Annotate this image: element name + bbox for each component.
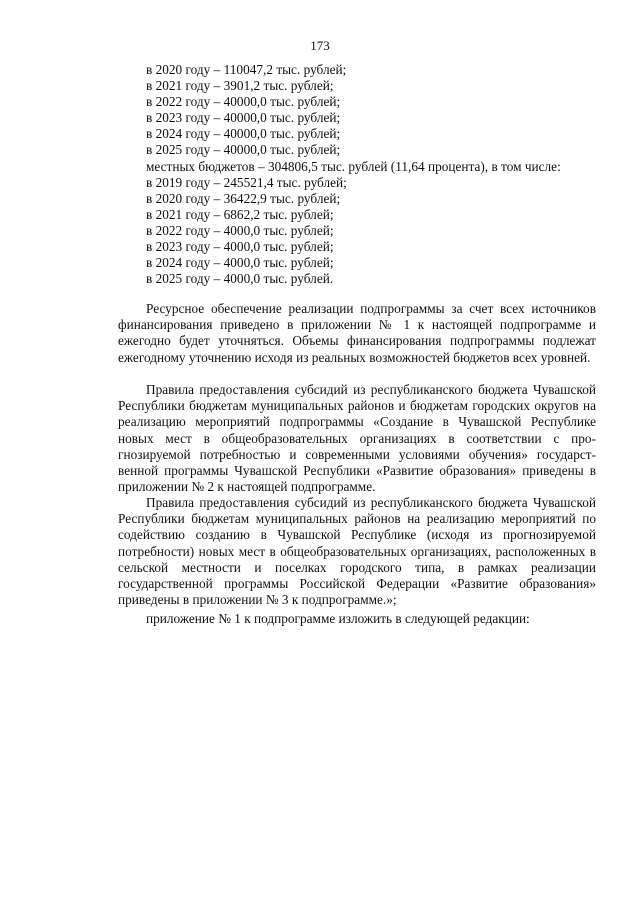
funding-list bbox=[146, 62, 606, 287]
funding-line: в 2025 году – 40000,0 тыс. рублей; bbox=[146, 142, 341, 158]
page-number: 173 bbox=[310, 38, 330, 53]
funding-line: в 2020 году – 36422,9 тыс. рублей; bbox=[146, 190, 341, 206]
funding-line: в 2024 году – 4000,0 тыс. рублей; bbox=[146, 255, 334, 271]
funding-line: в 2019 году – 245521,4 тыс. рублей; bbox=[146, 174, 347, 190]
funding-line: в 2022 году – 40000,0 тыс. рублей; bbox=[146, 94, 341, 110]
funding-line: в 2021 году – 3901,2 тыс. рублей; bbox=[146, 78, 334, 94]
funding-line: в 2022 году – 4000,0 тыс. рублей; bbox=[146, 222, 334, 238]
funding-line: в 2021 году – 6862,2 тыс. рублей; bbox=[146, 206, 334, 222]
funding-line: в 2023 году – 4000,0 тыс. рублей; bbox=[146, 239, 334, 255]
resource-provision-paragraph: Ресурсное обеспечение реализации подпрограммы за счет всех источников финансирования приведено в приложении № 1 к настоящей подпрограмме и ежегодно будет уточняться. Объемы финансирования подпрограммы подлежат ежегодному уточнению исходя из реальных возможностей бюджетов всех уровней. bbox=[118, 301, 596, 365]
subsidy-rules-paragraph-1: Правила предоставления субсидий из республиканского бюджета Чувашской Республики бюджетам муниципальных районов и бюджетам городских округов на реализацию мероприятий подпрограммы «Создание в Чувашской Республике новых мест в общеобразовательных организациях в соответствии с прогнозируемой потребностью и современными условиями обучения» государственной программы Чувашской Республики «Развитие образования» приведены в приложении № 2 к настоящей подпрограмме. bbox=[118, 382, 596, 494]
appendix-instruction: приложение № 1 к подпрограмме изложить в следующей редакции: bbox=[146, 611, 530, 626]
funding-line: в 2020 году – 110047,2 тыс. рублей; bbox=[146, 62, 347, 77]
subsidy-rules-paragraph-2: Правила предоставления субсидий из республиканского бюджета Чувашской Республики бюджетам муниципальных районов на реализацию мероприятий по содействию созданию в Чувашской Республике (исходя из прогнозируемой потребности) новых мест в общеобразовательных организациях, расположенных в сельской местности и поселках городского типа, в рамках реализации государственной программы Российской Федерации «Развитие образования» приведены в приложении № 3 к подпрограмме.»; bbox=[118, 495, 596, 607]
local-budgets-line: местных бюджетов – 304806,5 тыс. рублей (11,64 процента), в том числе: bbox=[146, 158, 561, 174]
funding-line: в 2025 году – 4000,0 тыс. рублей. bbox=[146, 271, 334, 287]
funding-line: в 2024 году – 40000,0 тыс. рублей; bbox=[146, 126, 341, 142]
funding-line: в 2023 году – 40000,0 тыс. рублей; bbox=[146, 110, 341, 126]
